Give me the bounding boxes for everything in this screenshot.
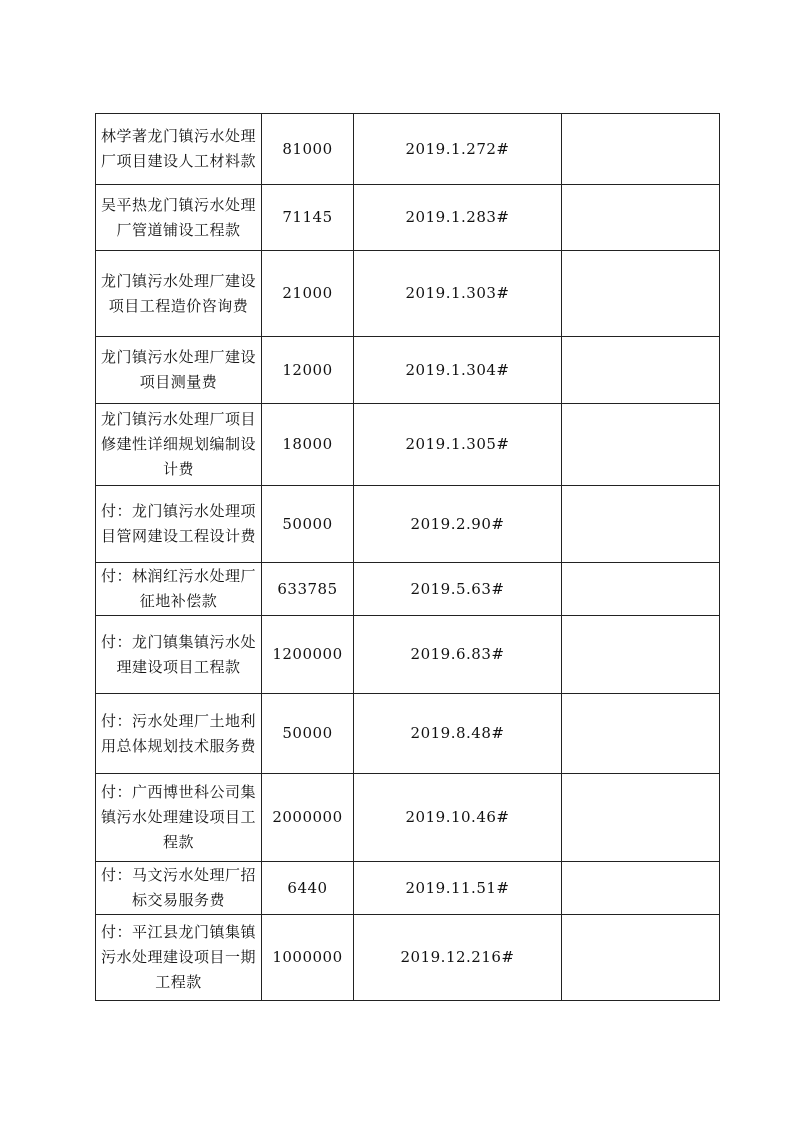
remarks-cell — [562, 694, 720, 774]
payment-amount: 633785 — [262, 563, 354, 616]
remarks-cell — [562, 486, 720, 563]
table-row — [96, 563, 720, 616]
payment-description: 龙门镇污水处理厂建设项目工程造价咨询费 — [96, 251, 262, 337]
voucher-number: 2019.1.283# — [354, 185, 562, 251]
payment-amount: 21000 — [262, 251, 354, 337]
payment-amount: 50000 — [262, 694, 354, 774]
payment-description: 吴平热龙门镇污水处理厂管道铺设工程款 — [96, 185, 262, 251]
table-row — [96, 774, 720, 862]
payment-description: 龙门镇污水处理厂建设项目测量费 — [96, 337, 262, 404]
table-row — [96, 114, 720, 185]
payment-description: 付：污水处理厂土地利用总体规划技术服务费 — [96, 694, 262, 774]
table-row — [96, 694, 720, 774]
voucher-number: 2019.1.272# — [354, 114, 562, 185]
payment-amount: 2000000 — [262, 774, 354, 862]
payment-amount: 81000 — [262, 114, 354, 185]
voucher-number: 2019.5.63# — [354, 563, 562, 616]
voucher-number: 2019.2.90# — [354, 486, 562, 563]
voucher-number: 2019.1.303# — [354, 251, 562, 337]
voucher-number: 2019.12.216# — [354, 915, 562, 1001]
remarks-cell — [562, 404, 720, 486]
payment-description: 付：龙门镇集镇污水处理建设项目工程款 — [96, 616, 262, 694]
table-row — [96, 337, 720, 404]
voucher-number: 2019.6.83# — [354, 616, 562, 694]
table-row — [96, 185, 720, 251]
payment-description: 付：林润红污水处理厂征地补偿款 — [96, 563, 262, 616]
table-row — [96, 862, 720, 915]
payment-ledger-table — [95, 113, 720, 1001]
table-row — [96, 404, 720, 486]
remarks-cell — [562, 337, 720, 404]
voucher-number: 2019.11.51# — [354, 862, 562, 915]
payment-amount: 1000000 — [262, 915, 354, 1001]
payment-description: 付：马文污水处理厂招标交易服务费 — [96, 862, 262, 915]
payment-amount: 6440 — [262, 862, 354, 915]
voucher-number: 2019.1.304# — [354, 337, 562, 404]
payment-description: 付：龙门镇污水处理项目管网建设工程设计费 — [96, 486, 262, 563]
payment-amount: 1200000 — [262, 616, 354, 694]
payment-description: 林学著龙门镇污水处理厂项目建设人工材料款 — [96, 114, 262, 185]
remarks-cell — [562, 114, 720, 185]
payment-amount: 71145 — [262, 185, 354, 251]
voucher-number: 2019.10.46# — [354, 774, 562, 862]
table-row — [96, 251, 720, 337]
remarks-cell — [562, 251, 720, 337]
remarks-cell — [562, 915, 720, 1001]
remarks-cell — [562, 774, 720, 862]
payment-description: 付：广西博世科公司集镇污水处理建设项目工程款 — [96, 774, 262, 862]
remarks-cell — [562, 616, 720, 694]
remarks-cell — [562, 563, 720, 616]
payment-description: 付：平江县龙门镇集镇污水处理建设项目一期工程款 — [96, 915, 262, 1001]
table-row — [96, 486, 720, 563]
payment-amount: 18000 — [262, 404, 354, 486]
payment-description: 龙门镇污水处理厂项目修建性详细规划编制设计费 — [96, 404, 262, 486]
voucher-number: 2019.8.48# — [354, 694, 562, 774]
voucher-number: 2019.1.305# — [354, 404, 562, 486]
payment-amount: 50000 — [262, 486, 354, 563]
remarks-cell — [562, 185, 720, 251]
remarks-cell — [562, 862, 720, 915]
table-row — [96, 915, 720, 1001]
table-row — [96, 616, 720, 694]
payment-amount: 12000 — [262, 337, 354, 404]
